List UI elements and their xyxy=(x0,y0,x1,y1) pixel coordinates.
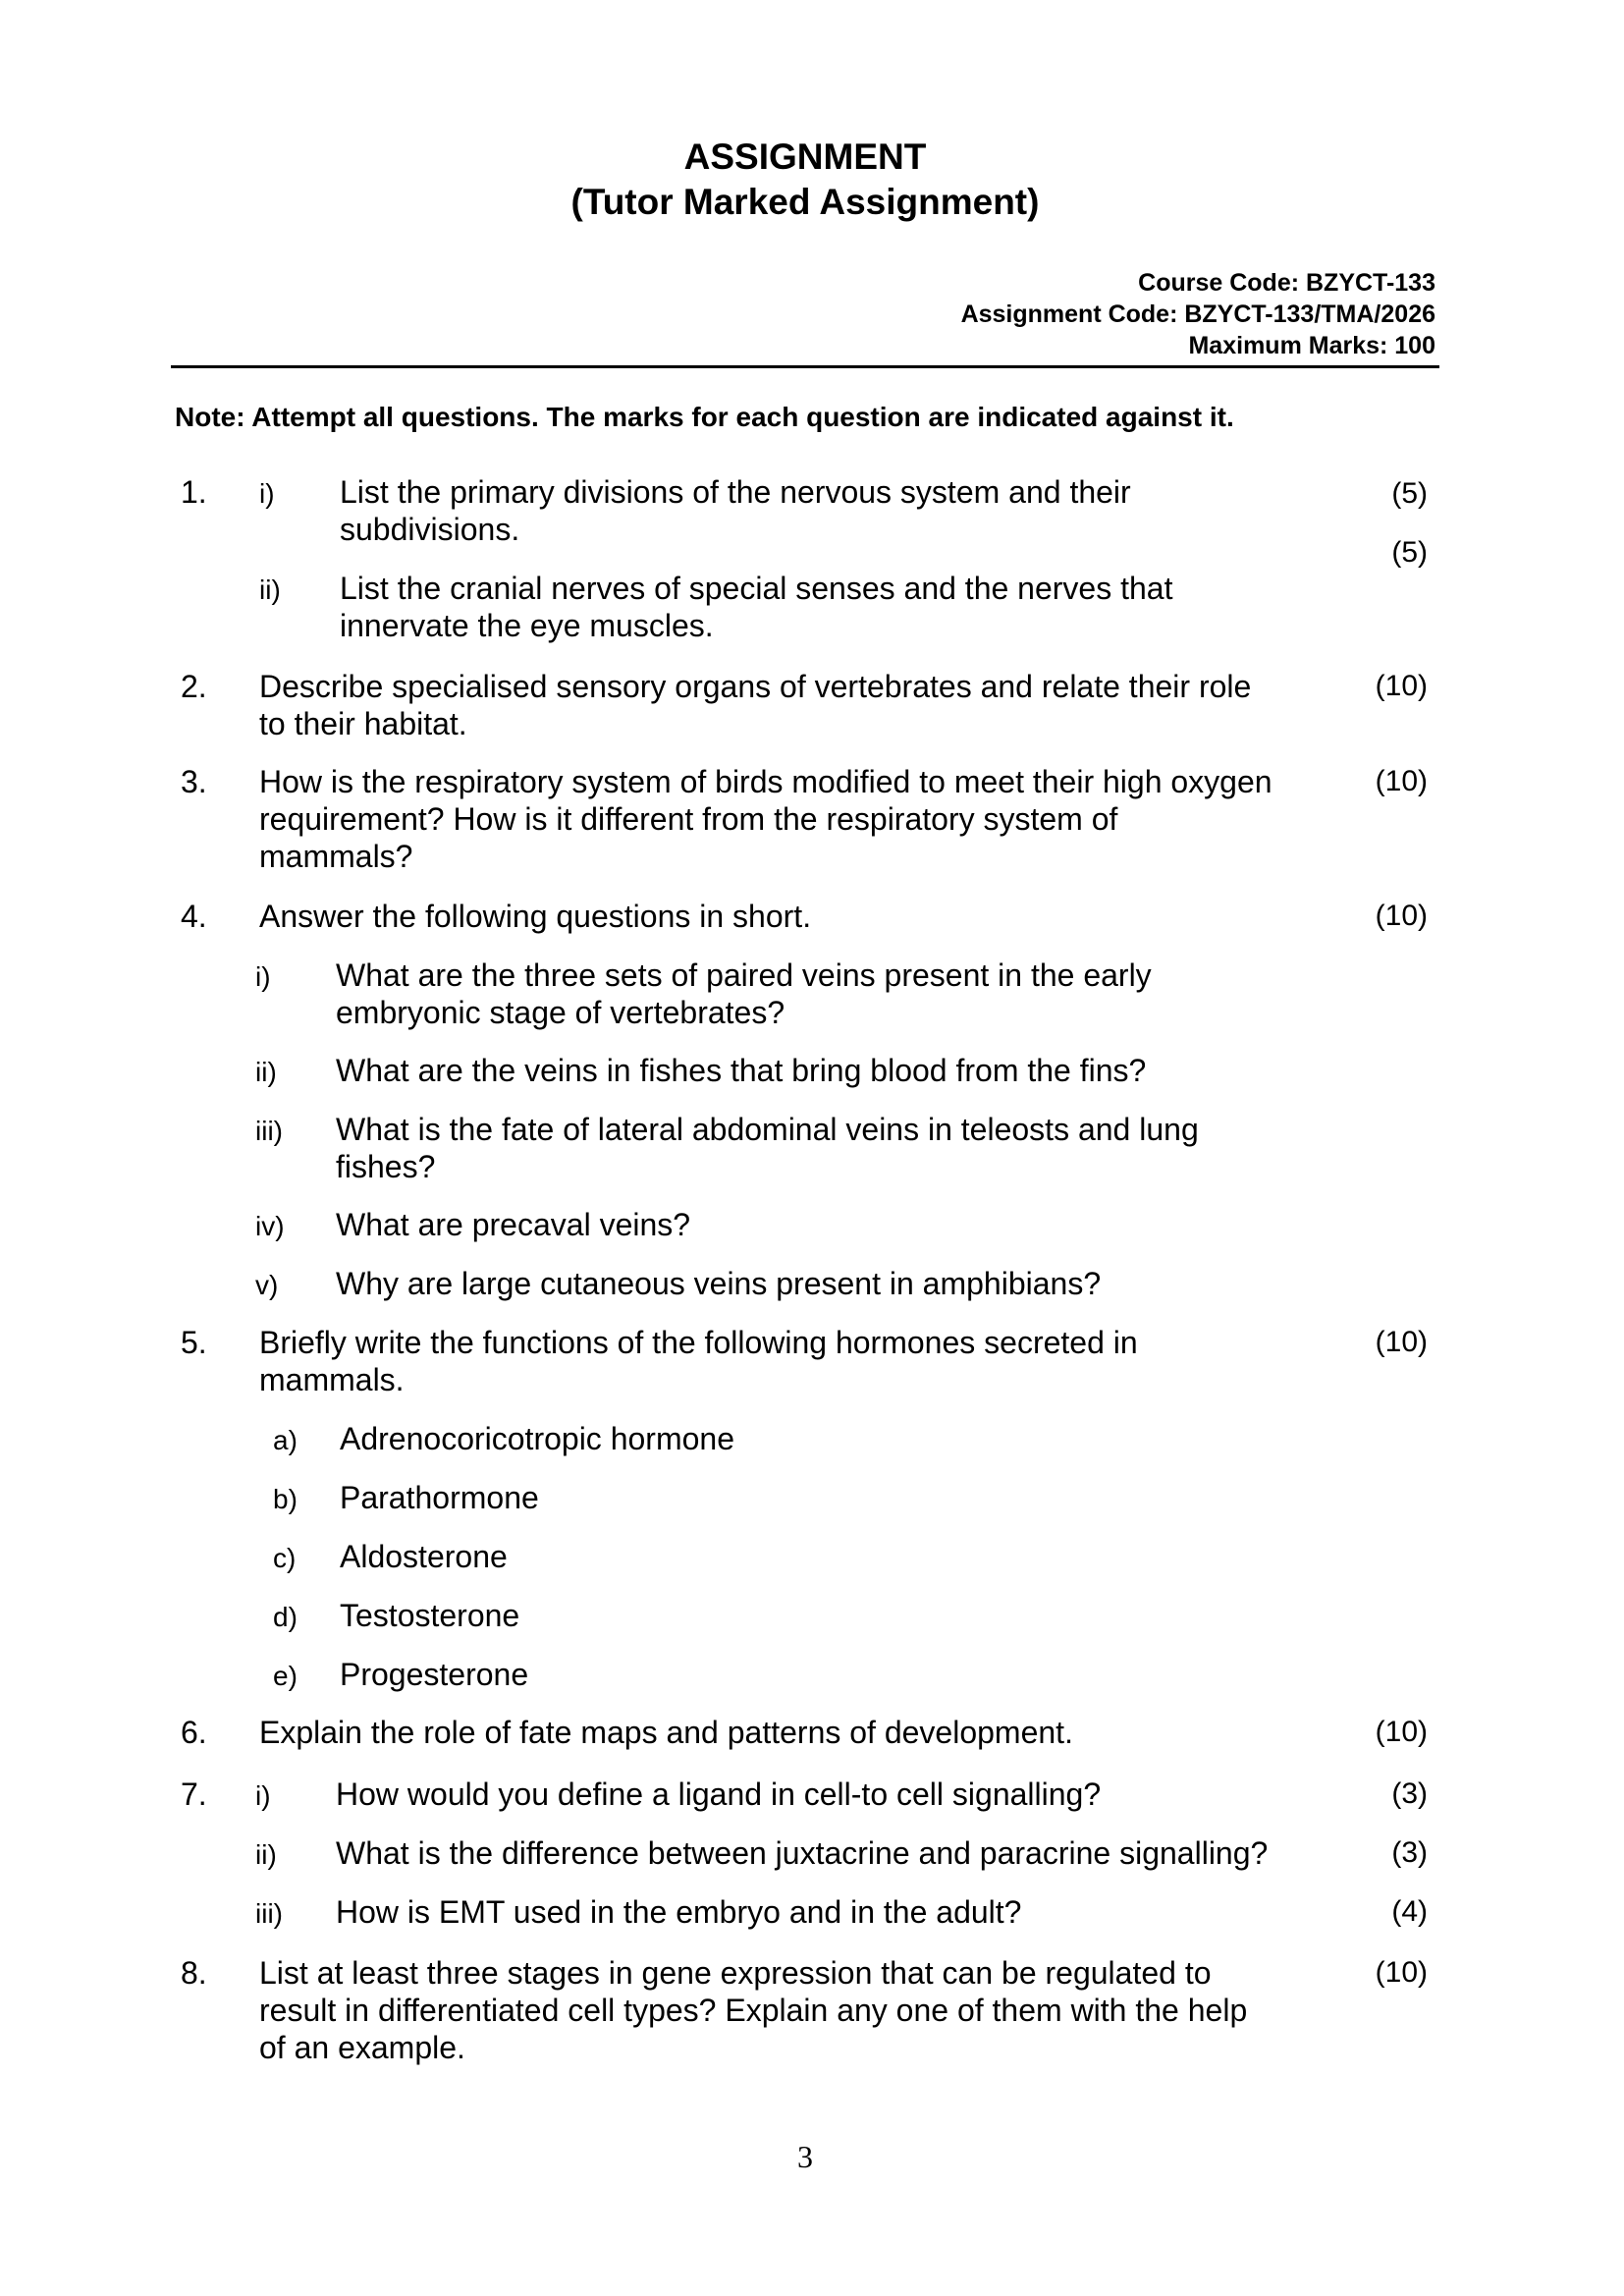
question-number: 8. xyxy=(181,1955,207,1991)
part-label: iv) xyxy=(255,1211,285,1241)
question-number: 7. xyxy=(181,1777,207,1812)
marks: (10) xyxy=(1375,765,1428,797)
question-text: What are precaval veins? xyxy=(336,1207,691,1242)
hormone-item: Progesterone xyxy=(340,1657,529,1692)
hormone-item: Aldosterone xyxy=(340,1539,508,1574)
part-label: iii) xyxy=(255,1116,283,1146)
question-text: What is the fate of lateral abdominal veins in teleosts and lung xyxy=(336,1112,1199,1147)
question-text: embryonic stage of vertebrates? xyxy=(336,995,785,1030)
question-text: What are the three sets of paired veins present in the early xyxy=(336,957,1152,993)
question-text: fishes? xyxy=(336,1149,436,1184)
question-text: subdivisions. xyxy=(340,512,520,547)
page-subtitle: (Tutor Marked Assignment) xyxy=(570,182,1040,222)
question-text: Answer the following questions in short. xyxy=(259,899,812,934)
part-label: ii) xyxy=(255,1057,277,1087)
course-code: Course Code: BZYCT-133 xyxy=(1138,269,1435,297)
question-number: 1. xyxy=(181,474,207,510)
question-text: How would you define a ligand in cell-to cell signalling? xyxy=(336,1777,1102,1812)
question-text: Explain the role of fate maps and patterns of development. xyxy=(259,1715,1073,1750)
marks: (3) xyxy=(1391,1777,1428,1810)
marks: (5) xyxy=(1391,536,1428,569)
question-text: mammals. xyxy=(259,1362,405,1397)
maximum-marks: Maximum Marks: 100 xyxy=(1188,332,1435,359)
question-text: of an example. xyxy=(259,2030,465,2065)
hormone-item: Parathormone xyxy=(340,1480,539,1515)
hormone-item: Adrenocoricotropic hormone xyxy=(340,1421,734,1456)
part-label: i) xyxy=(255,961,271,992)
question-text: How is the respiratory system of birds modified to meet their high oxygen xyxy=(259,764,1272,799)
header-divider xyxy=(171,365,1439,368)
question-text: What is the difference between juxtacrine and paracrine signalling? xyxy=(336,1835,1269,1871)
question-number: 3. xyxy=(181,764,207,799)
question-text: Briefly write the functions of the following hormones secreted in xyxy=(259,1325,1138,1360)
question-number: 4. xyxy=(181,899,207,934)
marks: (3) xyxy=(1391,1836,1428,1869)
part-label: d) xyxy=(273,1602,298,1632)
question-text: Why are large cutaneous veins present in amphibians? xyxy=(336,1266,1102,1301)
question-text: List the primary divisions of the nervous system and their xyxy=(340,474,1131,510)
marks: (5) xyxy=(1391,477,1428,510)
marks: (4) xyxy=(1391,1895,1428,1928)
instructions-note: Note: Attempt all questions. The marks for each question are indicated against it. xyxy=(175,402,1234,432)
marks: (10) xyxy=(1375,1956,1428,1989)
part-label: i) xyxy=(255,1780,271,1811)
page-number: 3 xyxy=(797,2139,813,2174)
question-text: List at least three stages in gene expression that can be regulated to xyxy=(259,1955,1212,1991)
part-label: c) xyxy=(273,1543,297,1573)
question-number: 5. xyxy=(181,1325,207,1360)
part-label: i) xyxy=(259,478,275,509)
hormone-item: Testosterone xyxy=(340,1598,520,1633)
question-number: 6. xyxy=(181,1715,207,1750)
question-text: result in differentiated cell types? Explain any one of them with the help xyxy=(259,1993,1248,2028)
question-text: requirement? How is it different from the respiratory system of xyxy=(259,801,1118,837)
part-label: a) xyxy=(273,1425,298,1455)
part-label: ii) xyxy=(255,1839,277,1870)
question-text: How is EMT used in the embryo and in the adult? xyxy=(336,1894,1022,1930)
part-label: e) xyxy=(273,1661,298,1691)
part-label: v) xyxy=(255,1270,279,1300)
question-text: What are the veins in fishes that bring blood from the fins? xyxy=(336,1053,1147,1088)
part-label: b) xyxy=(273,1484,298,1514)
part-label: iii) xyxy=(255,1898,283,1929)
marks: (10) xyxy=(1375,900,1428,932)
part-label: ii) xyxy=(259,574,281,605)
question-text: mammals? xyxy=(259,839,413,874)
question-number: 2. xyxy=(181,669,207,704)
page-title: ASSIGNMENT xyxy=(683,137,927,177)
assignment-code: Assignment Code: BZYCT-133/TMA/2026 xyxy=(960,301,1435,328)
marks: (10) xyxy=(1375,1716,1428,1748)
question-text: Describe specialised sensory organs of vertebrates and relate their role xyxy=(259,669,1252,704)
marks: (10) xyxy=(1375,670,1428,702)
question-text: List the cranial nerves of special senses and the nerves that xyxy=(340,571,1173,606)
question-text: to their habitat. xyxy=(259,706,467,741)
question-text: innervate the eye muscles. xyxy=(340,608,714,643)
marks: (10) xyxy=(1375,1326,1428,1358)
